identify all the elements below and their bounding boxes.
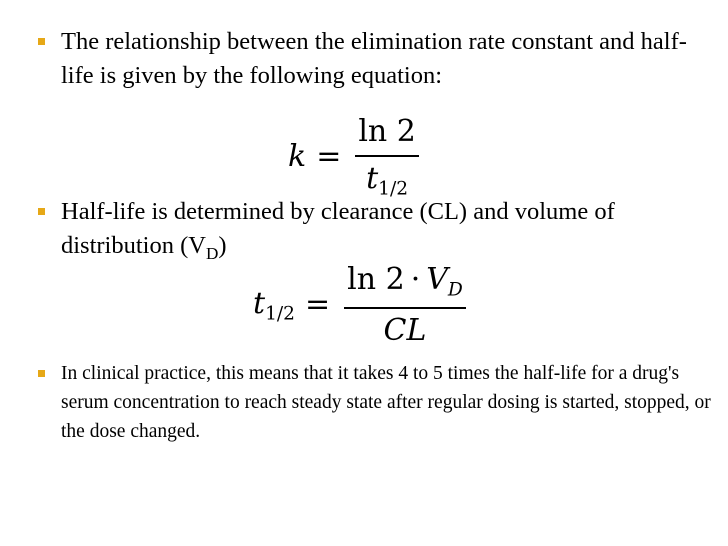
bullet-marker-3 bbox=[38, 370, 45, 377]
formula2-num-ln: ln 2 bbox=[347, 262, 405, 297]
formula2-fraction bbox=[344, 262, 466, 348]
formula1-denominator bbox=[363, 157, 411, 200]
formula1-fraction bbox=[355, 114, 419, 200]
formula1-den-var: t bbox=[366, 161, 379, 196]
bullet-text-1: The relationship between the elimination rate constant and half-life is given by the following equation: bbox=[61, 28, 687, 89]
bullet-marker-1 bbox=[38, 38, 45, 45]
bullet-text-2-main: Half-life is determined by clearance (CL) and volume of distribution (V bbox=[61, 198, 615, 259]
formula1-lhs: k bbox=[288, 139, 307, 175]
formula2-numerator bbox=[344, 262, 466, 307]
formula2-lhs-sub: 1/2 bbox=[265, 303, 295, 324]
formula2-lhs bbox=[253, 286, 295, 325]
formula1-den-sub: 1/2 bbox=[378, 178, 409, 200]
bullet-text-3: In clinical practice, this means that it takes 4 to 5 times the half-life for a drug's serum concentration to reach steady state after regular dosing is started, stopped, or the dose changed. bbox=[61, 363, 711, 442]
bullet-text-2 bbox=[61, 195, 711, 271]
formula2-lhs-var: t bbox=[253, 285, 266, 321]
formula2-num-dot: · bbox=[410, 262, 421, 297]
bullet-marker-2 bbox=[38, 208, 45, 215]
formula2-denominator: CL bbox=[383, 312, 427, 348]
bullet-text-2-sub: D bbox=[205, 243, 219, 263]
formula2-num-var: V bbox=[426, 262, 448, 297]
formula-half-life bbox=[253, 262, 470, 348]
formula-rate-constant bbox=[288, 114, 423, 200]
formula2-equals: = bbox=[305, 287, 331, 323]
formula2-num-sub: D bbox=[447, 279, 463, 301]
formula1-equals: = bbox=[316, 139, 342, 175]
bullet-text-2-end: ) bbox=[218, 232, 227, 259]
formula1-numerator: ln 2 bbox=[358, 114, 416, 149]
